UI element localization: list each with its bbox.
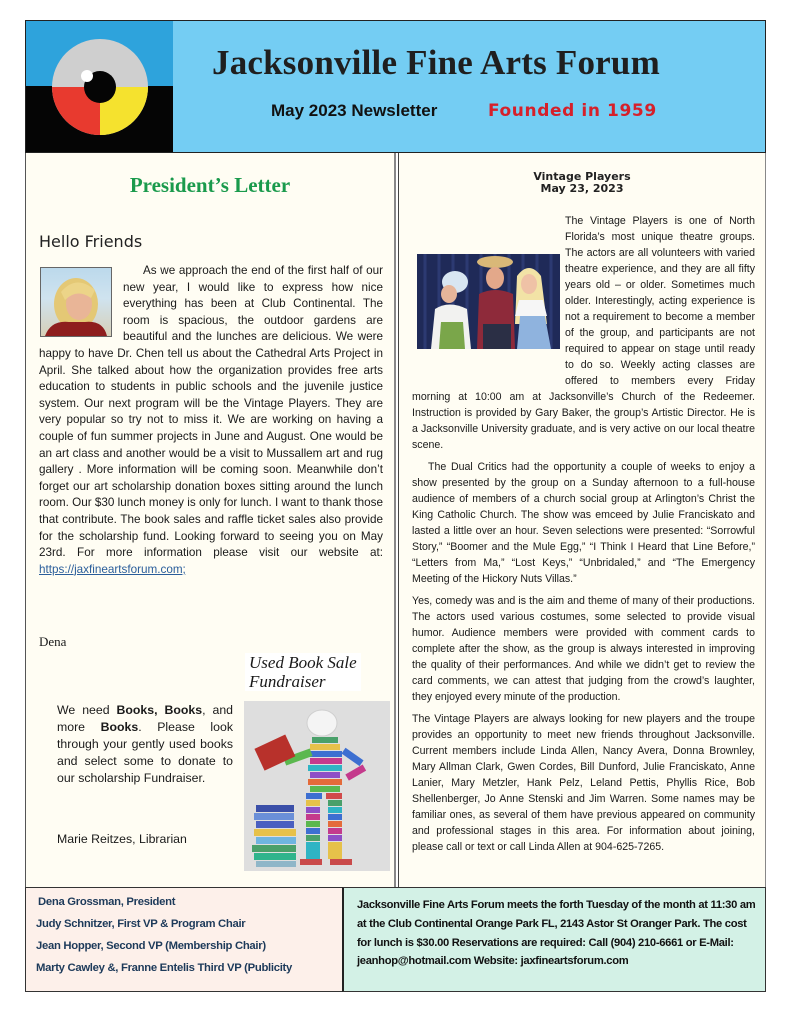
book-sale-text-part: , and more — [57, 703, 233, 734]
presidents-letter-column — [25, 153, 396, 887]
book-figure-image — [244, 701, 390, 871]
newsletter-title: Jacksonville Fine Arts Forum — [212, 43, 660, 82]
book-sale-text-part: We need — [57, 703, 117, 717]
vintage-players-image — [417, 254, 560, 349]
eye-logo-icon — [26, 21, 173, 152]
vintage-players-column — [398, 153, 766, 887]
article-paragraph: The Dual Critics had the opportunity a couple of weeks to enjoy a show presented by the group on a Sunday afternoon to a full-house audience of members of a church social group at Arlington’s Christ the King Catholic Church. The show was emceed by Julie Franciskato and lasted a little over an hour. Seven selections were presented: “Sorrowful Story,” “Boomer and the Mule Egg,” “I Think I Heard that Line Before,” “Letters from Ma,” “Lost Keys,” “Unbridaled,” and “The Emergency Meeting of the Hickory Nuts Villas.” — [412, 461, 755, 585]
president-photo — [40, 267, 112, 337]
book-sale-text — [57, 702, 233, 787]
book-sale-signature: Marie Reitzes, Librarian — [57, 832, 187, 846]
eye-graphic — [26, 21, 173, 152]
officer-third-vp: Marty Cawley &, Franne Entelis Third VP (Publicity — [36, 962, 292, 974]
officer-second-vp: Jean Hopper, Second VP (Membership Chair) — [36, 940, 266, 952]
vintage-players-heading — [399, 171, 765, 195]
vintage-players-date: May 23, 2023 — [540, 182, 624, 195]
book-sale-title-line1: Used Book Sale — [249, 653, 357, 672]
officer-first-vp: Judy Schnitzer, First VP & Program Chair — [36, 918, 246, 930]
officers-box — [25, 887, 343, 992]
officer-president: Dena Grossman, President — [38, 896, 176, 908]
letter-signature: Dena — [39, 634, 67, 649]
article-paragraph: The Vintage Players are always looking for new players and the troupe provides an opportunity to meet new friends throughout Jacksonville. Current members include Linda Allen, Nancy Avera, Donna Brownley, Mary Allman Clark, Gwen Cordes, Bill Dunford, Julie Franciskato, Anne Lanier, Mary Metzler, Hank Pelz, Leland Pettis, Phyllis Rice, Bob Shellenberger, Jo Anne Stenski and Jim Warren. Some names may be familiar ones, as several of them have previous appeared on community and professional stages in this area. For information about joining, please call or text or call Linda Allen at 904-625-7265. — [412, 713, 755, 853]
letter-text: As we approach the end of the first half of our new year, I would like to express how nice everything has been at Club Continental. The room is spacious, the outdoor gardens are beautiful and the lunches are delicious. We were happy to have Dr. Chen tell us about the Cathedral Arts Project in April. She talked about how the organization provides free arts education to students in public schools and the juvenile justice system. Our next program will be the Vintage Players. They are very popular so try not to miss it. We are working on having a couple of fun summer projects in June and August. One would be an art class and another would be a visit to Mussallem art and rug gallery . More information will be coming soon. Meanwhile don’t forget our art scholarship donation boxes sitting around the lunch room. Our $30 lunch money is only for lunch. I want to thank those that contribute. The book sales and raffle ticket sales also provide for the scholarship fund. Looking forward to seeing you on May 23rd. For more information please visit our website at: — [39, 264, 383, 560]
president-portrait-image — [41, 268, 111, 336]
meeting-info-box — [342, 887, 766, 992]
book-figure-graphic — [244, 701, 390, 871]
vintage-players-title: Vintage Players — [533, 170, 631, 183]
article-paragraph: Yes, comedy was and is the aim and theme of many of their productions. The actors used various costumes, some selected to provide visual humor. Audience members were provided with comment cards to complete after the show, as the group is always interested in improving the quality of their performances. And while we didn’t get to review the card comments, we can attest that judging from the crowd’s laughter, they enjoyed every minute of the production. — [412, 595, 755, 703]
website-link[interactable]: https://jaxfineartsforum.com; — [39, 562, 186, 576]
book-sale-title — [245, 653, 361, 691]
article-paragraph: The Vintage Players is one of North Florida’s most unique theatre groups. The actors are all volunteers with varied theatre experience, and they are all fifty years old – or older. Sometimes much older. Interestingly, acting experience is not a requirement to become a member of the group, and participants are not required to appear on stage until ready to do so. Weekly acting classes are offered to members every Friday morning at 10:00 am at Jacksonville’s Church of the Redeemer. Instruction is provided by Gary Baker, the group’s Artistic Director. He is a Jacksonville University graduate, and is very active on our local theatre scene. — [412, 215, 755, 451]
vintage-players-photo — [417, 254, 560, 349]
book-sale-title-line2: Fundraiser — [249, 672, 326, 691]
newsletter-header — [25, 20, 766, 153]
greeting: Hello Friends — [39, 232, 143, 251]
presidents-letter-heading: President’s Letter — [129, 173, 291, 197]
newsletter-issue: May 2023 Newsletter — [271, 101, 438, 120]
book-sale-text-part: . Please look through your gently used books and select some to donate to our scholarship Fundraiser. — [57, 720, 233, 785]
book-sale-bold: Books, Books — [116, 703, 203, 717]
meeting-info: Jacksonville Fine Arts Forum meets the forth Tuesday of the month at 11:30 am at the Club Continental Orange Park FL, 2143 Astor St Oranger Park. The cost for lunch is $30.00 Reservations are required: Call (904) 210-6661 or E-Mail: jeanhop@hotmail.com Website: jaxfineartsforum.com — [357, 899, 756, 968]
book-sale-bold: Books — [100, 720, 139, 734]
founded-label: Founded in 1959 — [488, 101, 657, 121]
